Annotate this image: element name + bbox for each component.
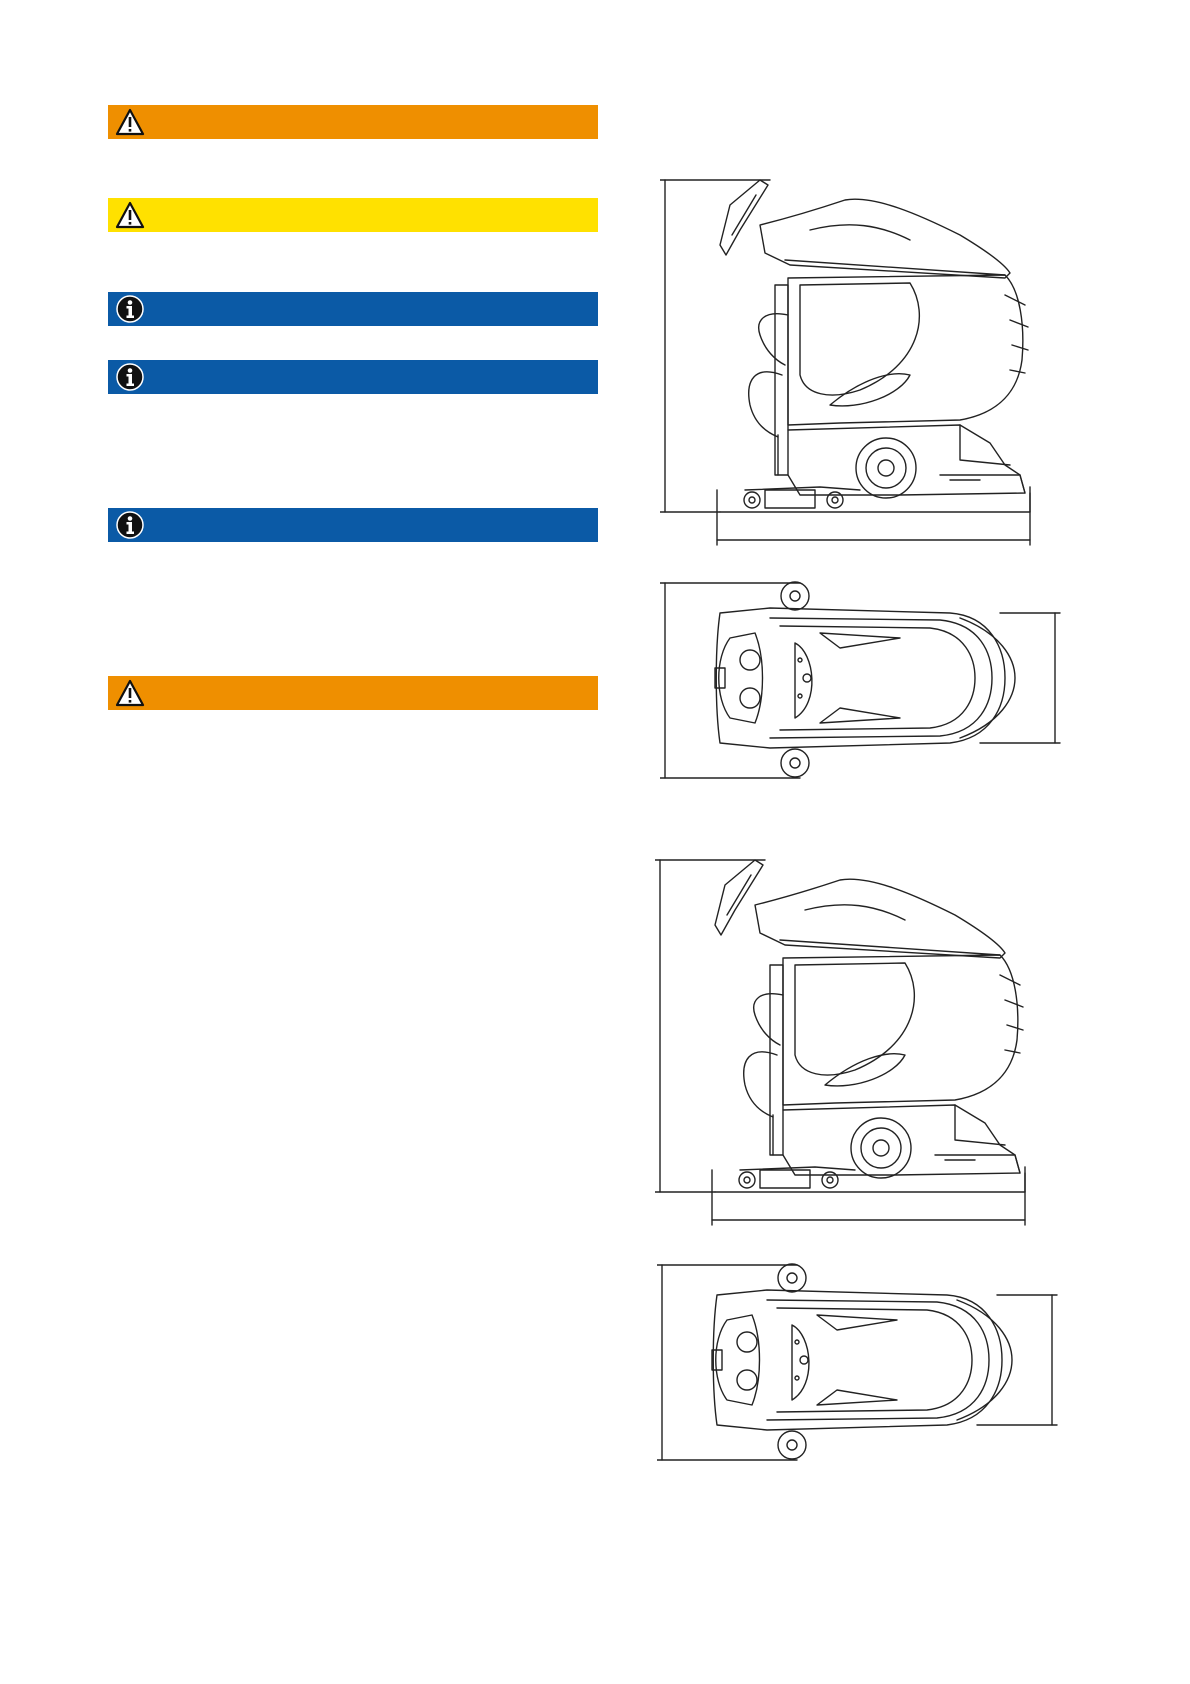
warning-triangle-icon: [115, 200, 145, 230]
machine-top-view-drawing: [657, 1260, 1067, 1465]
machine-top-view-drawing: [660, 578, 1070, 783]
warning-band: [108, 676, 598, 710]
info-band: [108, 508, 598, 542]
warning-band: [108, 105, 598, 139]
machine-side-view-drawing: [655, 855, 1065, 1230]
info-circle-icon: [115, 362, 145, 392]
warning-triangle-icon: [115, 678, 145, 708]
info-circle-icon: [115, 294, 145, 324]
info-circle-icon: [115, 510, 145, 540]
caution-band: [108, 198, 598, 232]
warning-triangle-icon: [115, 107, 145, 137]
machine-side-view-drawing: [660, 175, 1070, 550]
info-band: [108, 292, 598, 326]
info-band: [108, 360, 598, 394]
